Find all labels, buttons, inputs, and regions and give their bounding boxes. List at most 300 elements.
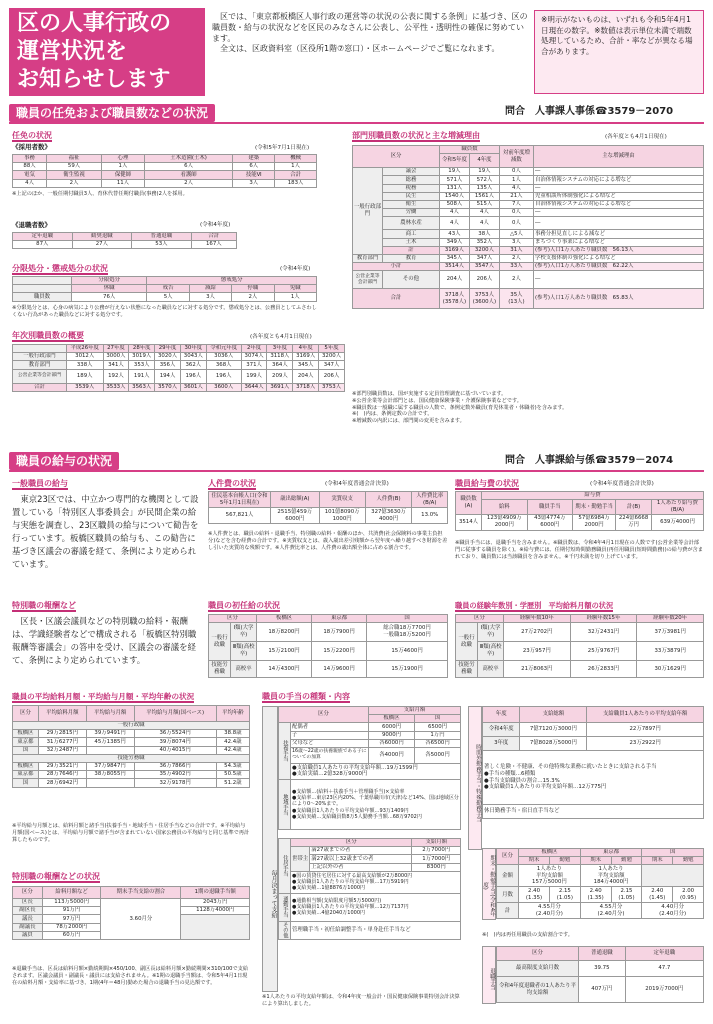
table-row — [13, 285, 317, 293]
table-row — [13, 171, 317, 179]
table-cell: 19人 — [469, 168, 499, 176]
table-cell: 14万9600円 — [312, 661, 367, 678]
table-cell: 15万2100円 — [257, 642, 312, 661]
table-cell: 4年度 — [469, 154, 499, 168]
table-cell: 定年退職 — [625, 947, 703, 961]
table-cell: 一般行政職 — [456, 623, 478, 661]
table-cell: 議長 — [13, 915, 43, 923]
jinkenhi-date: (令和4年度普通会計決算) — [325, 481, 389, 487]
table-row — [279, 893, 461, 921]
table-cell: 人件費(B) — [365, 492, 412, 508]
table-row — [279, 707, 461, 715]
table-cell: 一般行政部門 — [353, 168, 383, 255]
table-cell: 普通退職 — [579, 947, 626, 961]
saiyo-label: 《採用者数》 — [12, 143, 51, 151]
table-cell: 職員数(A) — [456, 492, 482, 515]
teate-title: 職員の手当の種類・内容 — [262, 692, 350, 701]
table-cell: 11人 — [102, 179, 145, 187]
table-cell: 0人 — [499, 209, 533, 217]
table-cell: 各5000円 — [415, 747, 461, 763]
table-cell: 歳出総額(A) — [271, 492, 320, 508]
table-cell: 23万2922円 — [587, 737, 704, 751]
table-cell: 28万7646円 — [38, 771, 86, 779]
table-row — [456, 661, 704, 678]
table-cell: 1人 — [102, 163, 145, 171]
table-row — [13, 899, 250, 907]
table-cell: 3514人 — [439, 263, 469, 271]
table-cell: Ⅲ類(高校卒) — [478, 642, 504, 661]
taishoku-teate-label: 退職手当 — [482, 946, 496, 1004]
table-cell: 515人 — [469, 200, 499, 208]
table-cell: 職員手当 — [527, 500, 572, 515]
table-cell: 平均給与月額 — [86, 706, 134, 722]
table-cell: 機械 — [275, 155, 317, 163]
table-cell: 3570人 — [155, 383, 181, 391]
table-cell: 4年度 — [293, 345, 319, 353]
table-cell: 主な増減理由 — [533, 146, 703, 168]
table-cell: 39万9491円 — [86, 730, 134, 738]
table-cell: 総合職18万7700円 一般職18万5200円 — [367, 623, 448, 642]
table-cell: 1万円 — [415, 731, 461, 739]
table-row — [13, 233, 237, 241]
table-cell: 職員数 — [439, 146, 499, 154]
table-row — [13, 722, 250, 730]
table-cell: 362人 — [180, 361, 206, 369]
table-cell: その他 — [279, 921, 291, 939]
table-cell: 123億4909万2000円 — [482, 514, 528, 530]
table-row — [13, 353, 345, 361]
table-cell: 期末 — [580, 857, 611, 865]
table-cell: 2.40 (1.35) — [519, 887, 550, 903]
jinkenhi-table — [208, 491, 448, 524]
table-cell: 心理 — [102, 155, 145, 163]
table-cell: 87人 — [13, 241, 73, 249]
teate-left-label — [262, 706, 278, 992]
table-row — [483, 805, 704, 819]
table-cell: 金額 — [497, 865, 519, 887]
table-row — [483, 707, 704, 723]
table-cell: 2人 — [47, 179, 102, 187]
tokuhoshu-title: 特別職の報酬などの状況 — [12, 872, 100, 881]
table-row — [353, 271, 704, 289]
table-row — [13, 762, 250, 770]
table-cell: 38.8歳 — [216, 730, 249, 738]
table-cell — [13, 277, 72, 285]
table-cell: 3169人 — [439, 246, 469, 254]
kimatsu-table — [496, 848, 704, 919]
table-cell: 345人 — [293, 361, 319, 369]
table-cell: 支給月額 — [412, 839, 461, 847]
table-cell: 配偶者 — [291, 723, 369, 731]
table-cell: 板橋区 — [369, 715, 415, 723]
bumon-title: 部門別職員数の状況と主な増減理由 — [352, 131, 480, 140]
table-cell: 18万7900円 — [312, 623, 367, 642]
title-block — [9, 8, 205, 96]
table-cell: 37万3981円 — [637, 623, 704, 642]
table-cell: 3年度 — [483, 737, 520, 751]
table-cell: まちづくり事業による増など — [533, 238, 703, 246]
table-cell: ●国の賃貸住宅居住に対する最高支給額が2万8000円 ●支給職員1人あたりの平均支給年額…17万5919円 ●支給実績…1億8876万1000円 — [291, 871, 461, 893]
table-cell: 勤勉 — [549, 857, 580, 865]
table-row — [483, 723, 704, 737]
table-cell: 合計 — [191, 233, 236, 241]
table-cell: 議会 — [383, 168, 440, 176]
table-cell: 令和5年度 — [439, 154, 469, 168]
table-cell: 板橋区 — [257, 615, 312, 623]
table-cell: 2万7000円 — [412, 847, 461, 855]
table-cell: 労働 — [383, 209, 440, 217]
table-cell: 30万1629円 — [637, 661, 704, 678]
table-cell: 区分 — [497, 849, 519, 865]
table-cell: 7億8028万5000円 — [520, 737, 587, 751]
table-cell: 349人 — [439, 238, 469, 246]
table-cell: 期末 — [642, 857, 673, 865]
table-cell: 3.60月分 — [101, 899, 181, 940]
table-cell: 32万2431円 — [570, 623, 637, 642]
table-cell: 管理職手当・初任給調整手当・単身赴任手当など — [291, 921, 461, 939]
teate-table — [278, 706, 461, 830]
table-cell: 368人 — [206, 361, 241, 369]
table-cell: 1期の退職手当額 — [181, 887, 250, 899]
table-cell: 技能労務職 — [13, 754, 250, 762]
table-cell: 338人 — [66, 361, 103, 369]
table-cell: 3547人 — [469, 263, 499, 271]
table-row — [279, 763, 461, 779]
table-cell: 1万7000円 — [412, 855, 461, 863]
bumon-table — [352, 145, 704, 309]
table-cell: 1540人 — [439, 192, 469, 200]
table-cell: 2人 — [499, 271, 533, 289]
section2-rule — [9, 470, 704, 472]
table-cell: 3020人 — [155, 353, 181, 361]
table-cell: 3718人 (3578人) — [439, 289, 469, 309]
table-cell: 区分 — [279, 707, 369, 723]
table-row — [209, 661, 448, 678]
table-cell: 60万円 — [42, 931, 101, 939]
table-cell: ●支給額…(給料＋扶養手当＋管理職手当)×支給率 ●支給率…東京23区内20%、千葉県職川市(天津)など14%、国は地域区分により0〜20%まで。 ●支給職員1人あたりの平均支給年額…93万1409円 ●支給実績…支給職員数8万5人勤務手当額…68万9702円 — [291, 779, 461, 829]
table-cell: 小計 — [353, 263, 440, 271]
table-cell: 事務分担見直しによる減など — [533, 230, 703, 238]
table-cell: 3753人 (3600人) — [469, 289, 499, 309]
table-cell: 1人 — [499, 176, 533, 184]
table-cell: 29万2815円 — [38, 730, 86, 738]
table-cell: 50.5歳 — [216, 771, 249, 779]
table-cell: 減給 — [189, 285, 231, 293]
table-cell: 28年度 — [129, 345, 155, 353]
table-cell: 2515億459万6000円 — [271, 508, 320, 524]
table-cell: 支給職員1人あたりの平均支給年額 — [587, 707, 704, 723]
keiken-table — [455, 614, 704, 678]
table-cell: 教育部門 — [13, 361, 67, 369]
bunkai-table — [12, 276, 317, 302]
table-row — [353, 246, 704, 254]
table-cell: (参考)人口1万人あたり職員数 62.22人 — [533, 263, 703, 271]
table-cell: 6人 — [144, 163, 232, 171]
table-cell: 区分 — [456, 615, 504, 623]
table-row — [279, 871, 461, 893]
table-row — [353, 289, 704, 309]
table-cell: 区分 — [291, 839, 412, 847]
table-cell: 教育部門 — [353, 254, 383, 262]
kyuyohi-table — [455, 491, 704, 531]
table-cell: 47.7 — [625, 961, 703, 977]
table-cell: 民生 — [383, 192, 440, 200]
table-cell: 567,821人 — [209, 508, 271, 524]
table-cell: 13.0% — [412, 508, 448, 524]
table-cell: 年度 — [483, 707, 520, 723]
table-cell: 43億4774万6000円 — [527, 514, 572, 530]
table-cell: 3644人 — [241, 383, 267, 391]
table-cell: 扶養手当 — [279, 723, 291, 780]
table-cell: 6人 — [233, 163, 275, 171]
table-cell: 3718人 — [293, 383, 319, 391]
table-cell: 19人 — [439, 168, 469, 176]
kimatsu-label: 期末・勤勉手当(令和4年度) — [482, 848, 496, 920]
bumon-date: (各年度とも4月1日現在) — [605, 134, 667, 140]
table-cell: 技能労務職 — [456, 661, 478, 678]
table-cell: 571人 — [439, 176, 469, 184]
table-cell: 東京都 — [312, 615, 367, 623]
tokushu-table — [482, 706, 704, 819]
table-cell: 経験年数20年 — [637, 615, 704, 623]
table-cell: 板橋区 — [13, 762, 39, 770]
table-cell: 支給月額 — [369, 707, 461, 715]
bunkai-note: ※分限処分とは、心身の病気により公務が行えない状態になった職員などに対する処分です。懲戒処分とは、公務員としてふさわしくない行為があった職員などに対する処分です。 — [12, 305, 317, 318]
table-cell: 給料月額など — [42, 887, 101, 899]
table-cell: 352人 — [469, 238, 499, 246]
table-row — [13, 345, 345, 353]
table-cell: 2.40 (1.45) — [642, 887, 673, 903]
table-row — [279, 839, 461, 847]
heikin-title: 職員の平均給料月額・平均給与月額・平均年齢の状況 — [12, 692, 195, 701]
table-cell: その他 — [383, 271, 440, 289]
table-cell: 35万4902円 — [134, 771, 216, 779]
table-cell: 38人 — [469, 230, 499, 238]
table-cell: 3年度 — [267, 345, 293, 353]
table-cell: 209人 — [267, 369, 293, 383]
table-cell: 平均年齢 — [216, 706, 249, 722]
table-cell: 国 — [642, 849, 704, 857]
table-cell: 54.3歳 — [216, 762, 249, 770]
heikin-table — [12, 705, 250, 788]
table-cell: ●支給職員1人あたりの平均支給年額…19万1599円 ●支給実績…2億328万9000円 — [291, 763, 461, 779]
tokuhoshu-notes: ※退職手当は、区長は給料月額×勤続期間×450/100、副区長は給料月額×勤続期間×310/100で支給されます。区議会議員・副議長・議員には支給されません。※1期の退職手当額は、令和5年4月1日現在の給料月額・支給率に基づき、1期(4年＝48月)勤めた場合の退職手当の見込額です。 — [12, 966, 249, 986]
table-cell: Ⅲ類(高校卒) — [231, 642, 257, 661]
table-cell: 3514人 — [456, 514, 482, 530]
table-cell: ― — [533, 184, 703, 192]
notice-box — [534, 10, 704, 94]
table-cell: ― — [533, 209, 703, 217]
table-row — [13, 754, 250, 762]
kyuyohi-date: (令和4年度普通会計決算) — [590, 481, 654, 487]
table-cell: 期末 — [519, 857, 550, 865]
table-cell: 電気 — [13, 171, 47, 179]
table-cell: 計 — [383, 246, 440, 254]
table-cell: 1人あたり 平均支給額 184万4000円 — [580, 865, 642, 887]
table-cell: 3753人 — [319, 383, 345, 391]
table-cell: 満27歳以上32歳までの者 — [310, 855, 412, 863]
table-cell: 38万8055円 — [86, 771, 134, 779]
table-cell: 2人 — [232, 293, 274, 301]
table-cell: 平均給与月額(国ベース) — [134, 706, 216, 722]
table-cell: 平成26年度 — [66, 345, 103, 353]
table-cell: 196人 — [180, 369, 206, 383]
table-cell: 2人 — [499, 254, 533, 262]
table-cell: 税務 — [383, 184, 440, 192]
table-cell: 15万1900円 — [367, 661, 448, 678]
table-row — [497, 903, 704, 919]
table-cell: ●通勤相当額(支給限度月額5万5000円) ●支給職員1人あたりの平均支給年額…12万7137円 ●支給実績…4億2040万1000円 — [291, 893, 461, 921]
table-cell: 3000人 — [103, 353, 129, 361]
table-row — [483, 737, 704, 751]
nendo-table — [12, 344, 345, 392]
table-cell: ― — [533, 271, 703, 289]
table-cell: 3200人 — [469, 246, 499, 254]
table-cell: 0人 — [499, 217, 533, 230]
table-cell: 5人 — [147, 293, 189, 301]
table-cell: 7億7120万3000円 — [520, 723, 587, 737]
table-cell: 4人 — [469, 217, 499, 230]
table-cell: 189人 — [66, 369, 103, 383]
table-cell: 345人 — [439, 254, 469, 262]
table-cell: 25万9767円 — [570, 642, 637, 661]
shoninkyu-table — [208, 614, 448, 678]
table-cell: 23万957円 — [504, 642, 571, 661]
table-cell: 45万1385円 — [86, 738, 134, 746]
table-row — [497, 947, 704, 961]
table-cell: 児童相談所体制強化による増など — [533, 192, 703, 200]
table-cell: 206人 — [469, 271, 499, 289]
table-cell: 合計 — [13, 383, 67, 391]
table-row — [13, 771, 250, 779]
table-cell: 2.00 (0.95) — [673, 887, 704, 903]
nendo-title: 年次別職員数の概要 — [12, 331, 84, 340]
table-cell: 3533人 — [103, 383, 129, 391]
table-cell: 32万2487円 — [38, 746, 86, 754]
table-row — [279, 731, 461, 739]
table-cell: 42.4歳 — [216, 738, 249, 746]
table-cell: 福祉 — [47, 155, 102, 163]
table-cell: 勤勉 — [673, 857, 704, 865]
table-row — [497, 961, 704, 977]
table-cell: 15万2200円 — [312, 642, 367, 661]
table-cell: 各4000円 — [369, 747, 415, 763]
table-cell: ― — [533, 217, 703, 230]
table-cell: 東京都 — [13, 738, 39, 746]
table-cell: 199人 — [241, 369, 267, 383]
table-cell: 3043人 — [180, 353, 206, 361]
table-cell: 子 — [291, 731, 369, 739]
table-cell: 27年度 — [103, 345, 129, 353]
table-cell: 技能労務職 — [209, 661, 231, 678]
table-cell: 高校卒 — [231, 661, 257, 678]
table-cell: 29年度 — [155, 345, 181, 353]
kyuyohi-title: 職員給与費の状況 — [455, 479, 519, 488]
table-cell: 183人 — [275, 179, 317, 187]
table-cell: 副議長 — [13, 923, 43, 931]
table-row — [353, 168, 704, 176]
table-cell: 区分 — [209, 615, 257, 623]
notice-text: ※明示がないものは、いずれも令和5年4月1日現在の数字。※数値は表示単位未満で端数処理しているため、合計・率などが異なる場合があります。 — [541, 15, 693, 56]
table-cell: 合計 — [275, 171, 317, 179]
table-row — [13, 179, 317, 187]
table-cell: 衛生 — [383, 200, 440, 208]
table-cell: 76人 — [71, 293, 147, 301]
table-cell: 21人 — [499, 192, 533, 200]
table-cell: 22万7897円 — [587, 723, 704, 737]
table-cell: 356人 — [155, 361, 181, 369]
table-cell: 21万8063円 — [504, 661, 571, 678]
table-cell: 計(B) — [616, 500, 652, 515]
table-cell: 3人 — [233, 179, 275, 187]
kimatsu-note: ※( )内は再任用職員の支給割合です。 — [482, 932, 573, 938]
nendo-date: (各年度とも4月1日現在) — [250, 334, 312, 340]
table-cell: 戒告 — [147, 285, 189, 293]
kyuyohi-notes: ※職員手当には、退職手当を含みません。※職員数は、令和4年4月1日現在の人数です(公営企業等会計部門に従事する職員を除く)。※給与費には、任期付短時間勤務職員(再任用職員(短時間勤務))の給与費が含まれており、職員数には当該職員を含みません。※千円未満を切り上げています。 — [455, 540, 703, 560]
table-cell: 206人 — [319, 369, 345, 383]
table-row — [13, 887, 250, 899]
table-cell: 3人 — [189, 293, 231, 301]
table-cell: 224億6668万円 — [616, 514, 652, 530]
table-cell: 27万2702円 — [504, 623, 571, 642]
table-cell: 5年度 — [319, 345, 345, 353]
table-cell: 3118人 — [267, 353, 293, 361]
table-cell: (参考)人口1万人あたり職員数 65.83人 — [533, 289, 703, 309]
table-cell: 平均給料月額 — [38, 706, 86, 722]
bunkai-title: 分限処分・懲戒処分の状況 — [12, 264, 108, 273]
table-cell: 各6000円 — [369, 739, 415, 747]
table-row — [353, 238, 704, 246]
table-cell: 327億3630万4000円 — [365, 508, 412, 524]
table-cell: 32万9178円 — [134, 779, 216, 787]
table-cell: 一般行政職 — [209, 623, 231, 661]
table-cell: 131人 — [439, 184, 469, 192]
table-cell: 113万5000円 — [42, 899, 101, 907]
table-cell: 3601人 — [180, 383, 206, 391]
table-cell: 204人 — [293, 369, 319, 383]
table-cell: 28万6942円 — [38, 779, 86, 787]
table-cell: 板橋区 — [13, 730, 39, 738]
table-cell: 4人 — [439, 209, 469, 217]
table-cell: 97万円 — [42, 915, 101, 923]
section2-title: 職員の給与の状況 — [9, 452, 119, 470]
table-cell: 自治体情報システムの対応による増など — [533, 200, 703, 208]
table-cell: 407万円 — [579, 977, 626, 1003]
table-row — [456, 642, 704, 661]
table-cell: 1人あたり給与費(B/A) — [651, 500, 703, 515]
table-row — [456, 514, 704, 530]
table-cell: 看護師 — [144, 171, 232, 179]
table-cell: 347人 — [469, 254, 499, 262]
table-cell: 36万7866円 — [134, 762, 216, 770]
table-row — [13, 293, 317, 301]
table-cell: 1128万4000円 — [181, 907, 250, 915]
table-row — [353, 263, 704, 271]
saiyo-date: (令和5年7月1日現在) — [255, 145, 310, 151]
jinkenhi-title: 人件費の状況 — [208, 479, 256, 488]
table-cell: 167人 — [191, 241, 236, 249]
table-cell: 令和元年度 — [206, 345, 241, 353]
table-cell: 341人 — [103, 361, 129, 369]
table-row — [279, 723, 461, 731]
table-cell: 18万8200円 — [257, 623, 312, 642]
table-cell: 学校支援体制の強化による増など — [533, 254, 703, 262]
table-cell: 3036人 — [206, 353, 241, 361]
table-cell: 2019万7000円 — [625, 977, 703, 1003]
table-cell: 人件費比率(B/A) — [412, 492, 448, 508]
table-row — [353, 200, 704, 208]
table-cell: 39.75 — [579, 961, 626, 977]
